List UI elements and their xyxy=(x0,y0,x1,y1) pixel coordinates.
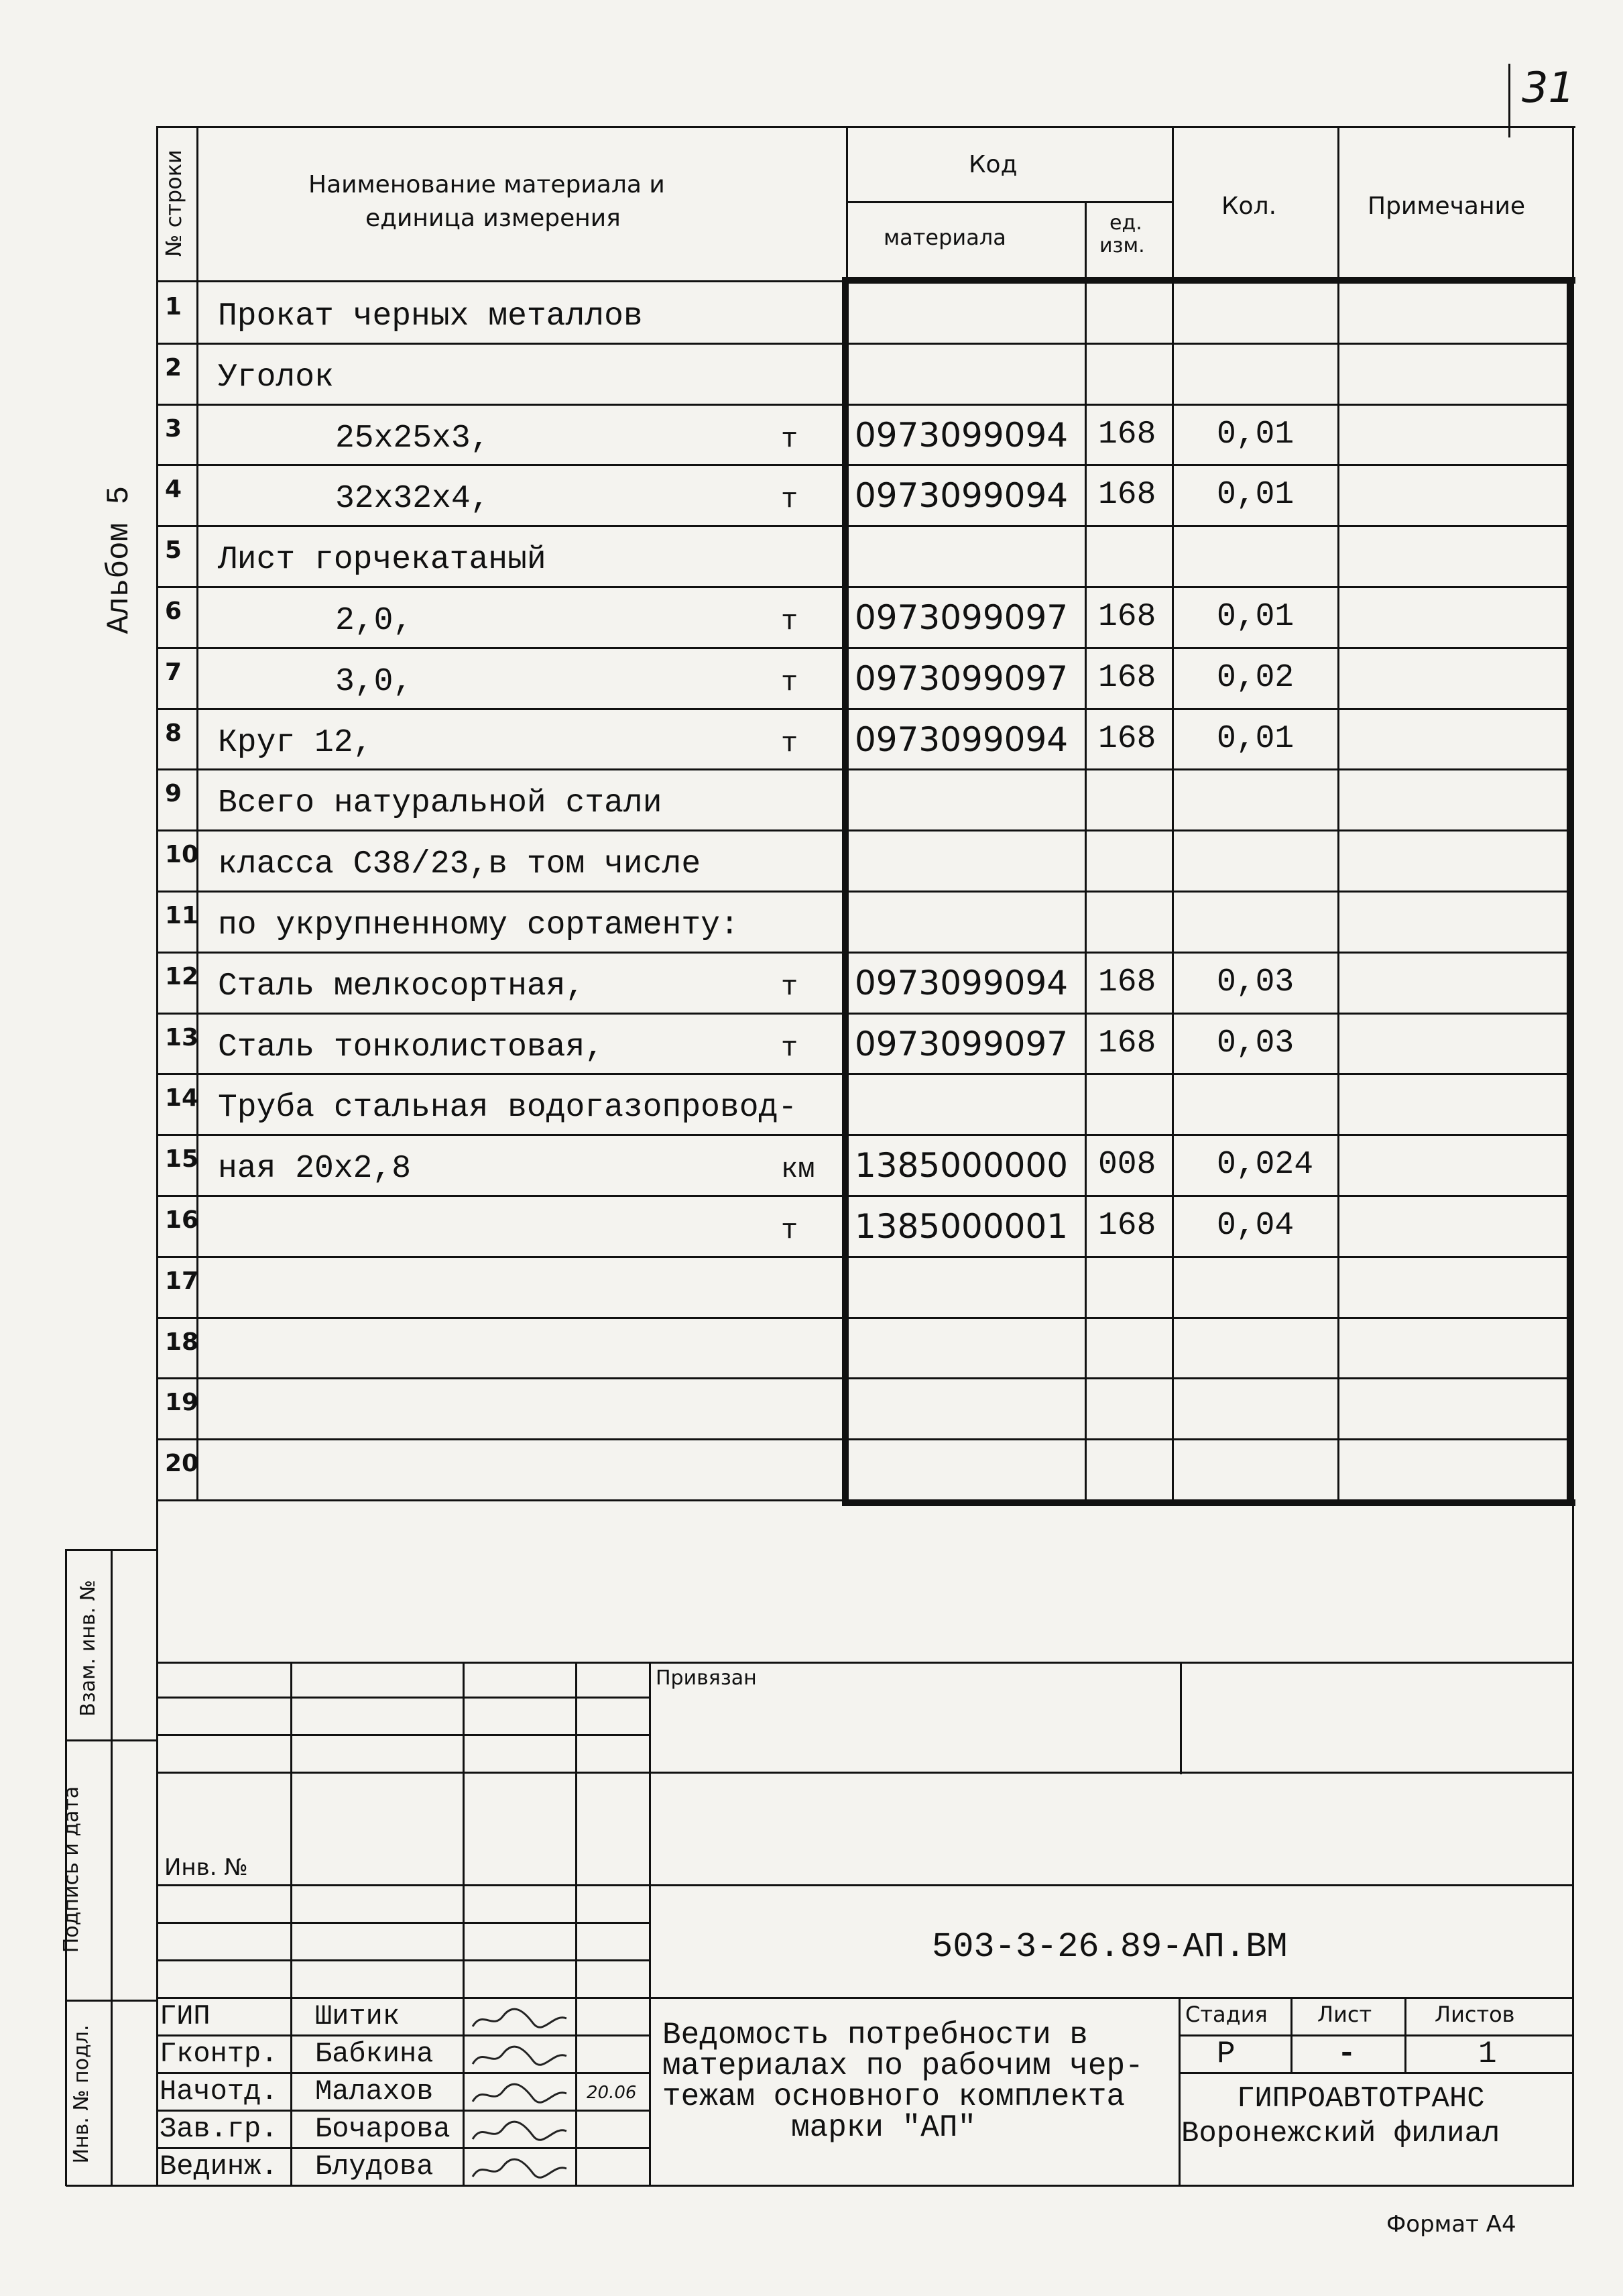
row-name: Сталь тонколистовая, xyxy=(218,1029,605,1066)
row-material-code: 1385000001 xyxy=(855,1207,1069,1246)
stamp-inv-no: Инв. № xyxy=(164,1854,248,1881)
row-unit-name: т xyxy=(781,1214,798,1247)
row-quantity: 0,03 xyxy=(1217,964,1295,1000)
row-quantity: 0,03 xyxy=(1217,1025,1295,1061)
header-note: Примечание xyxy=(1368,192,1526,220)
row-number: 7 xyxy=(165,658,182,686)
album-label: Альбом 5 xyxy=(102,485,137,634)
row-quantity: 0,01 xyxy=(1217,599,1295,635)
row-name: 2,0, xyxy=(335,603,413,639)
signatory-name: Шитик xyxy=(315,2000,400,2032)
row-name: Всего натуральной стали xyxy=(218,785,662,821)
row-divider xyxy=(156,952,1573,954)
row-number: 12 xyxy=(165,963,199,990)
table-top-border xyxy=(158,126,1575,128)
sheet-label: Лист xyxy=(1317,2002,1372,2027)
header-name-line1: Наименование материала и xyxy=(308,171,665,198)
row-number: 17 xyxy=(165,1267,199,1295)
row-number: 9 xyxy=(165,780,182,807)
row-divider xyxy=(156,1073,1573,1075)
header-material: материала xyxy=(884,225,1006,250)
col-divider-qty xyxy=(1172,126,1174,1499)
row-divider xyxy=(156,1317,1573,1319)
signature-scribble xyxy=(469,2119,570,2146)
row-divider xyxy=(156,1134,1573,1136)
stamp-row-9 xyxy=(158,2072,650,2074)
row-number: 15 xyxy=(165,1145,199,1173)
row-quantity: 0,02 xyxy=(1217,660,1295,696)
row-number: 13 xyxy=(165,1024,199,1051)
row-number: 6 xyxy=(165,597,182,625)
document-code: 503-3-26.89-АП.ВМ xyxy=(932,1927,1288,1967)
side-label-vzam: Взам. инв. № xyxy=(76,1580,100,1717)
header-row-no: № строки xyxy=(161,150,186,257)
signatory-role: Зав.гр. xyxy=(160,2113,278,2145)
row-unit-code: 168 xyxy=(1098,660,1156,696)
signatory-role: Гконтр. xyxy=(160,2038,278,2070)
signatory-role: Вединж. xyxy=(160,2150,278,2183)
row-number: 2 xyxy=(165,354,182,382)
row-unit-name: т xyxy=(781,728,798,760)
stamp-row-6 xyxy=(158,1959,650,1961)
row-material-code: 0973099094 xyxy=(855,416,1069,455)
row-name: 25х25х3, xyxy=(335,420,490,457)
stamp-privyazan: Привязан xyxy=(656,1666,757,1690)
signature-scribble xyxy=(469,2006,570,2033)
row-divider xyxy=(156,343,1573,345)
table-left-border xyxy=(156,126,158,2186)
row-material-code: 0973099097 xyxy=(855,659,1069,698)
doc-title-line4: марки "АП" xyxy=(791,2110,977,2145)
row-divider xyxy=(156,586,1573,588)
header-code: Код xyxy=(969,151,1018,178)
stamp-row-5 xyxy=(158,1922,650,1924)
row-unit-code: 168 xyxy=(1098,721,1156,757)
row-name: 32х32х4, xyxy=(335,481,490,517)
row-material-code: 1385000000 xyxy=(855,1146,1069,1185)
row-name: Прокат черных металлов xyxy=(218,298,643,335)
stamp-stage-split xyxy=(1179,1997,1181,2185)
signatory-role: ГИП xyxy=(160,2000,211,2032)
row-unit-code: 168 xyxy=(1098,477,1156,513)
row-unit-code: 168 xyxy=(1098,1208,1156,1244)
side-label-inv-podl: Инв. № подл. xyxy=(70,2024,93,2164)
col-divider-unit xyxy=(1085,201,1087,1499)
stamp-row-10 xyxy=(158,2110,650,2112)
row-unit-name: т xyxy=(781,971,798,1003)
stage-label: Стадия xyxy=(1185,2002,1268,2027)
row-divider xyxy=(156,829,1573,831)
row-material-code: 0973099094 xyxy=(855,720,1069,759)
sheets-label: Листов xyxy=(1435,2002,1515,2027)
header-bottom xyxy=(156,280,847,282)
stamp-stage-row2 xyxy=(1179,2072,1574,2074)
row-material-code: 0973099097 xyxy=(855,598,1069,637)
side-strip-div2 xyxy=(66,2000,158,2002)
row-divider xyxy=(156,1438,1573,1440)
stamp-row-8 xyxy=(158,2034,650,2036)
sheet-value: - xyxy=(1337,2036,1356,2071)
row-divider xyxy=(156,708,1573,710)
row-number: 14 xyxy=(165,1084,199,1112)
stamp-row-4 xyxy=(158,1884,650,1886)
stamp-stage-col2 xyxy=(1404,1997,1406,2072)
side-label-podpis: Подпись и дата xyxy=(60,1786,83,1953)
row-material-code: 0973099097 xyxy=(855,1025,1069,1064)
stamp-right xyxy=(1572,1499,1574,2186)
row-quantity: 0,024 xyxy=(1217,1147,1314,1183)
signature-scribble xyxy=(469,2081,570,2108)
row-unit-name: км xyxy=(781,1153,815,1186)
stamp-top xyxy=(158,1662,1574,1664)
row-material-code: 0973099094 xyxy=(855,476,1069,515)
row-divider xyxy=(156,1013,1573,1015)
doc-title-line1: Ведомость потребности в xyxy=(662,2018,1088,2053)
side-strip-mid xyxy=(111,1549,113,2186)
row-name: Лист горчекатаный xyxy=(218,542,546,578)
stamp-stage-row1 xyxy=(1179,2034,1574,2036)
row-name: Уголок xyxy=(218,359,334,396)
side-strip-bottom xyxy=(66,2185,158,2187)
row-name: Круг 12, xyxy=(218,725,373,761)
stamp-row-1 xyxy=(158,1697,650,1699)
stamp-row-2 xyxy=(158,1734,650,1736)
row-number: 3 xyxy=(165,415,182,443)
signatory-name: Бабкина xyxy=(315,2038,434,2070)
header-qty: Кол. xyxy=(1221,192,1277,220)
row-quantity: 0,01 xyxy=(1217,721,1295,757)
header-name-line2: единица измерения xyxy=(365,205,621,232)
row-unit-name: т xyxy=(781,606,798,638)
row-divider xyxy=(156,1195,1573,1197)
row-quantity: 0,01 xyxy=(1217,477,1295,513)
row-name: ная 20х2,8 xyxy=(218,1151,412,1187)
signature-scribble xyxy=(469,2044,570,2071)
signatory-name: Блудова xyxy=(315,2150,434,2183)
row-number: 18 xyxy=(165,1328,199,1356)
signatory-name: Бочарова xyxy=(315,2113,450,2145)
row-quantity: 0,04 xyxy=(1217,1208,1295,1244)
signature-date: 20.06 xyxy=(587,2083,637,2103)
header-unit-line2: изм. xyxy=(1099,234,1145,257)
row-unit-name: т xyxy=(781,1032,798,1064)
row-number: 11 xyxy=(165,902,199,929)
row-divider xyxy=(156,1377,1573,1379)
org-name: ГИПРОАВТОТРАНС xyxy=(1237,2082,1485,2116)
row-name: класса С38/23,в том числе xyxy=(218,846,701,882)
row-divider xyxy=(156,404,1573,406)
row-number: 20 xyxy=(165,1450,199,1477)
row-number: 19 xyxy=(165,1389,199,1416)
row-divider xyxy=(156,525,1573,527)
code-block-top xyxy=(846,277,1575,284)
row-name: Сталь мелкосортная, xyxy=(218,968,585,1005)
row-divider xyxy=(156,768,1573,770)
format-label: Формат А4 xyxy=(1386,2211,1516,2238)
row-name: по укрупненному сортаменту: xyxy=(218,907,739,943)
header-code-split xyxy=(846,201,1172,203)
row-divider xyxy=(156,1499,1573,1501)
row-divider xyxy=(156,464,1573,466)
row-number: 4 xyxy=(165,475,182,503)
row-number: 16 xyxy=(165,1206,199,1234)
row-number: 1 xyxy=(165,293,182,321)
stamp-privyazan-bottom xyxy=(649,1772,1574,1774)
signatory-role: Начотд. xyxy=(160,2075,278,2108)
row-unit-name: т xyxy=(781,423,798,455)
doc-title-line3: тежам основного комплекта xyxy=(662,2079,1126,2114)
stamp-row-11 xyxy=(158,2147,650,2149)
row-number: 10 xyxy=(165,841,199,868)
stamp-row-3 xyxy=(158,1772,650,1774)
row-name: 3,0, xyxy=(335,664,413,700)
stamp-row-7 xyxy=(158,1997,1574,1999)
row-unit-code: 168 xyxy=(1098,964,1156,1000)
row-unit-code: 168 xyxy=(1098,599,1156,635)
signature-scribble xyxy=(469,2157,570,2183)
row-unit-code: 008 xyxy=(1098,1147,1156,1183)
row-unit-name: т xyxy=(781,483,798,516)
stage-value: Р xyxy=(1217,2036,1236,2071)
row-unit-name: т xyxy=(781,667,798,699)
row-divider xyxy=(156,1256,1573,1258)
row-quantity: 0,01 xyxy=(1217,416,1295,453)
col-divider-note xyxy=(1337,126,1339,1499)
org-branch: Воронежский филиал xyxy=(1181,2117,1500,2150)
row-number: 8 xyxy=(165,720,182,747)
stamp-privyazan-split xyxy=(1180,1662,1182,1774)
sheets-value: 1 xyxy=(1478,2036,1497,2071)
row-name: Труба стальная водогазопровод- xyxy=(218,1090,798,1126)
row-number: 5 xyxy=(165,536,182,564)
side-strip-div1 xyxy=(66,1739,158,1741)
row-divider xyxy=(156,891,1573,893)
doc-title-line2: материалах по рабочим чер- xyxy=(662,2049,1144,2083)
stamp-invno-line xyxy=(649,1884,1574,1886)
stamp-bottom xyxy=(156,2185,1574,2187)
header-unit-line1: ед. xyxy=(1109,211,1142,235)
stamp-stage-col1 xyxy=(1290,1997,1293,2072)
page-number: 31 xyxy=(1522,63,1575,112)
row-unit-code: 168 xyxy=(1098,416,1156,453)
row-divider xyxy=(156,647,1573,649)
row-unit-code: 168 xyxy=(1098,1025,1156,1061)
signatory-name: Малахов xyxy=(315,2075,434,2108)
row-material-code: 0973099094 xyxy=(855,964,1069,1002)
